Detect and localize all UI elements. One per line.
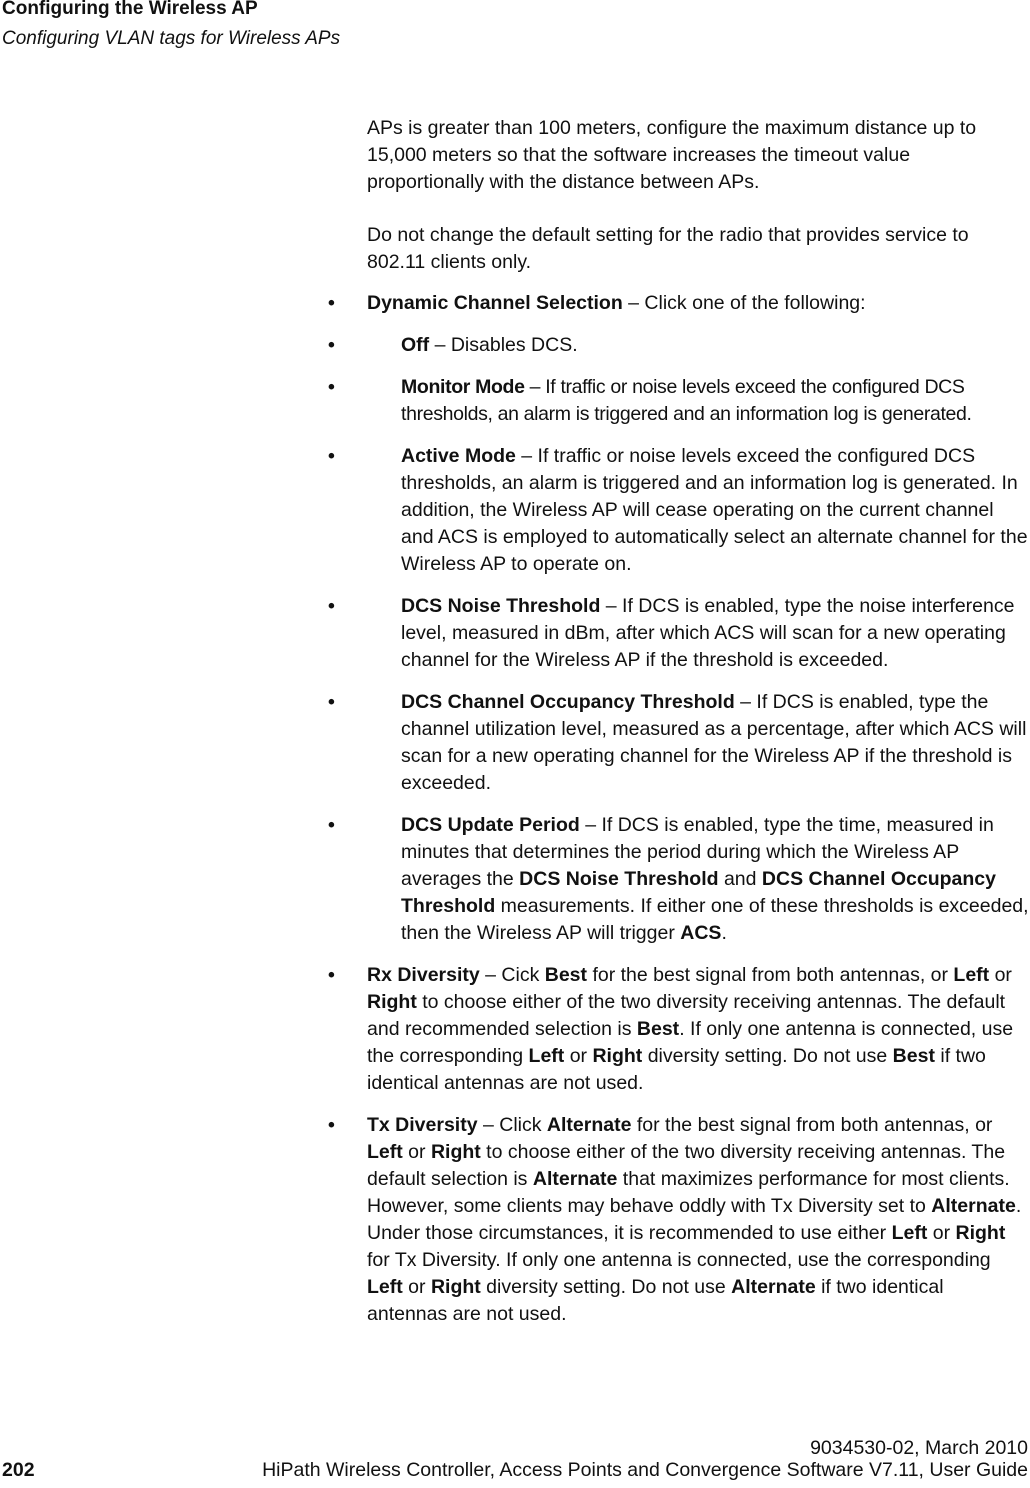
bullet: •	[328, 445, 335, 467]
text-run: or	[402, 1141, 431, 1163]
tx-term: Tx Diversity	[367, 1114, 478, 1136]
bold-term: DCS Channel Occupancy Threshold	[401, 868, 996, 917]
text-run: – Cick	[479, 964, 545, 986]
dcs-channel-occupancy-item	[328, 689, 1029, 797]
option-term: DCS Channel Occupancy Threshold	[401, 691, 735, 713]
intro-paragraph-default: Do not change the default setting for the radio that provides service to 802.11 clients only.	[367, 224, 969, 273]
bold-term: Alternate	[532, 1168, 618, 1190]
document-id: 9034530-02, March 2010	[810, 1437, 1028, 1459]
bold-term: Right	[955, 1222, 1006, 1244]
text-run: .	[721, 922, 727, 944]
option-description: – If DCS is enabled, type the noise interference level, measured in dBm, after which ACS will scan for a new operating channel for the Wireless AP if the threshold is exceeded.	[401, 595, 1015, 671]
bold-term: Left	[367, 1276, 403, 1298]
text-run: or	[402, 1276, 431, 1298]
bullet: •	[328, 292, 335, 314]
text-run: if two identical antennas are not used.	[367, 1276, 944, 1325]
bold-term: Left	[891, 1222, 928, 1244]
text-run: for the best signal from both antennas, or	[631, 1114, 993, 1136]
text-run: diversity setting. Do not use	[642, 1045, 893, 1067]
bold-term: Right	[592, 1045, 643, 1067]
text-run: diversity setting. Do not use	[480, 1276, 732, 1298]
text-run: or	[564, 1045, 593, 1067]
bullet: •	[328, 1114, 335, 1136]
option-term: Monitor Mode	[401, 376, 525, 398]
option-description: – If traffic or noise levels exceed the configured DCS thresholds, an alarm is triggered and an information log is generated.	[401, 376, 972, 425]
guide-title: HiPath Wireless Controller, Access Points and Convergence Software V7.11, User Guide	[262, 1459, 1028, 1481]
bold-term: Left	[528, 1045, 565, 1067]
bold-term: Alternate	[731, 1276, 816, 1298]
dcs-noise-threshold-item	[328, 593, 1029, 674]
dcs-option-monitor-mode	[328, 374, 1029, 428]
option-description: – Disables DCS.	[429, 334, 578, 356]
dcs-list-item	[328, 290, 1029, 317]
bold-term: DCS Noise Threshold	[519, 868, 719, 890]
text-run: or	[989, 964, 1012, 986]
text-run: for Tx Diversity. If only one antenna is connected, use the corresponding	[367, 1249, 991, 1271]
bold-term: Right	[430, 1141, 481, 1163]
page-number: 202	[2, 1459, 35, 1481]
bullet: •	[328, 595, 335, 617]
dcs-term: Dynamic Channel Selection	[367, 292, 623, 314]
bold-term: Left	[367, 1141, 403, 1163]
text-run: for the best signal from both antennas, or	[587, 964, 954, 986]
dcs-option-active-mode	[328, 443, 1029, 578]
bullet: •	[328, 964, 335, 986]
rx-term: Rx Diversity	[367, 964, 480, 986]
text-run: – Click	[477, 1114, 547, 1136]
option-term: DCS Update Period	[401, 814, 580, 836]
bold-term: Best	[636, 1018, 680, 1040]
tx-diversity-item	[328, 1112, 1029, 1328]
text-run: – If DCS is enabled, type the time, measured in minutes that determines the period during which the Wireless AP averages the	[401, 814, 994, 890]
text-run: measurements. If either one of these thresholds is exceeded, then the Wireless AP will trigger	[401, 895, 1029, 944]
bold-term: Alternate	[931, 1195, 1016, 1217]
option-term: Off	[401, 334, 430, 356]
bold-term: ACS	[680, 922, 722, 944]
text-run: and	[718, 868, 762, 890]
rx-diversity-item	[328, 962, 1029, 1097]
bold-term: Left	[953, 964, 990, 986]
bold-term: Alternate	[546, 1114, 632, 1136]
page-body	[328, 115, 1029, 1343]
bold-term: Right	[430, 1276, 481, 1298]
intro-paragraph-distance: APs is greater than 100 meters, configure the maximum distance up to 15,000 meters so that the software increases the timeout value proportionally with the distance between APs.	[367, 117, 977, 193]
bullet: •	[328, 334, 335, 356]
option-description: – If traffic or noise levels exceed the configured DCS thresholds, an alarm is triggered and an information log is generated. In addition, the Wireless AP will cease operating on the current channel and ACS is employed to automatically select an alternate channel for the Wireless AP to operate on.	[401, 445, 1028, 575]
text-run: if two identical antennas are not used.	[367, 1045, 986, 1094]
section-title: Configuring VLAN tags for Wireless APs	[2, 28, 341, 49]
text-run: or	[927, 1222, 956, 1244]
text-run: . If only one antenna is connected, use the corresponding	[367, 1018, 1014, 1067]
text-run: to choose either of the two diversity receiving antennas. The default and recommended selection is	[367, 991, 1006, 1040]
option-description: – If DCS is enabled, type the channel utilization level, measured as a percentage, after which ACS will scan for a new operating channel for the Wireless AP if the threshold is exceeded.	[401, 691, 1027, 794]
dcs-description: – Click one of the following:	[622, 292, 866, 314]
text-run: that maximizes performance for most clients. However, some clients may behave oddly with Tx Diversity set to	[367, 1168, 1010, 1217]
bullet: •	[328, 814, 335, 836]
option-term: DCS Noise Threshold	[401, 595, 601, 617]
text-run: to choose either of the two diversity receiving antennas. The default selection is	[367, 1141, 1006, 1190]
bold-term: Right	[367, 991, 417, 1013]
dcs-update-period-item	[328, 812, 1029, 947]
bold-term: Best	[892, 1045, 935, 1067]
dcs-option-off	[328, 332, 1029, 359]
bullet: •	[328, 691, 335, 713]
option-term: Active Mode	[401, 445, 516, 467]
bullet: •	[328, 376, 335, 398]
text-run: . Under those circumstances, it is recommended to use either	[367, 1195, 1022, 1244]
bold-term: Best	[544, 964, 588, 986]
chapter-title: Configuring the Wireless AP	[2, 0, 258, 19]
